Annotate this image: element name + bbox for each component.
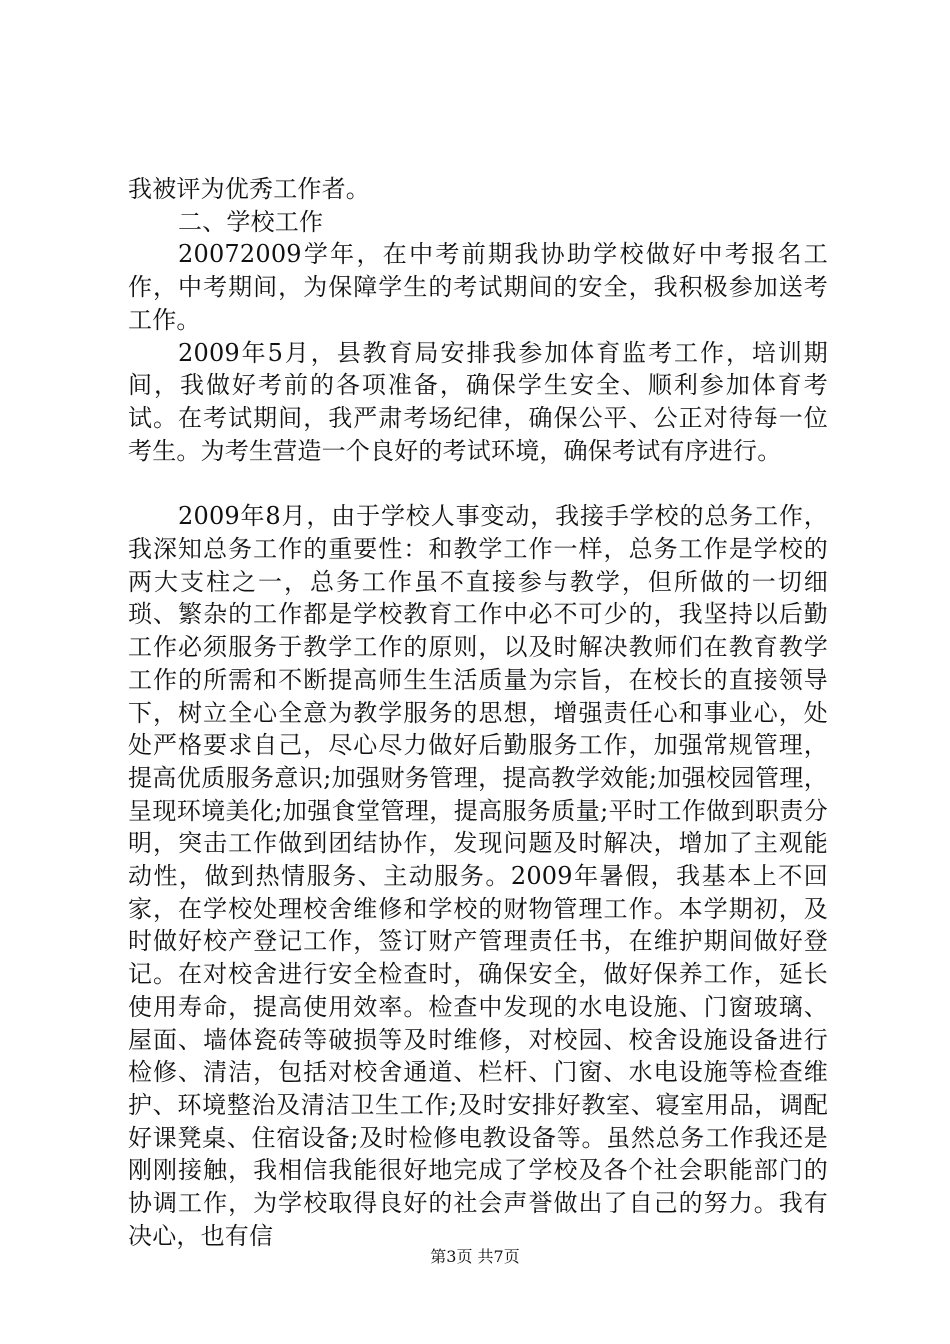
paragraph-general-affairs: 2009年8月，由于学校人事变动，我接手学校的总务工作，我深知总务工作的重要性：和教学工作一样，总务工作是学校的两大支柱之一，总务工作虽不直接参与教学，但所做的一切细琐、繁杂的工作都是学校教育工作中必不可少的，我坚持以后勤工作必须服务于教学工作的原则，以及时解决教师们在教育教学工作的所需和不断提高师生生活质量为宗旨，在校长的直接领导下，树立全心全意为教学服务的思想，增强责任心和事业心，处处严格要求自己，尽心尽力做好后勤服务工作，加强常规管理，提高优质服务意识;加强财务管理，提高教学效能;加强校园管理，呈现环境美化;加强食堂管理，提高服务质量;平时工作做到职责分明，突击工作做到团结协作，发现问题及时解决，增加了主观能动性，做到热情服务、主动服务。2009年暑假，我基本上不回家，在学校处理校舍维修和学校的财物管理工作。本学期初，及时做好校产登记工作，签订财产管理责任书，在维护期间做好登记。在对校舍进行安全检查时，确保安全，做好保养工作，延长使用寿命，提高使用效率。检查中发现的水电设施、门窗玻璃、屋面、墙体瓷砖等破损等及时维修，对校园、校舍设施设备进行检修、清洁，包括对校舍通道、栏杆、门窗、水电设施等检查维护、环境整治及清洁卫生工作;及时安排好教室、寝室用品，调配好课凳桌、住宿设备;及时检修电教设备等。虽然总务工作我还是刚刚接触，我相信我能很好地完成了学校及各个社会职能部门的协调工作，为学校取得良好的社会声誉做出了自己的努力。我有决心，也有信 xyxy=(128,502,828,1250)
paragraph-gap xyxy=(128,467,828,500)
section-heading: 二、学校工作 xyxy=(178,207,324,236)
page-footer: 第3页 共7页 xyxy=(430,1247,520,1266)
paragraph-pe-exam: 2009年5月，县教育局安排我参加体育监考工作，培训期间，我做好考前的各项准备，确保学生安全、顺利参加体育考试。在考试期间，我严肃考场纪律，确保公平、公正对待每一位考生。为考生营造一个良好的考试环境，确保考试有序进行。 xyxy=(128,338,828,465)
document-body xyxy=(128,173,828,1253)
paragraph-continuation: 我被评为优秀工作者。 xyxy=(128,175,370,203)
paragraph-exam-registration: 20072009学年，在中考前期我协助学校做好中考报名工作，中考期间，为保障学生的考试期间的安全，我积极参加送考工作。 xyxy=(128,240,828,334)
